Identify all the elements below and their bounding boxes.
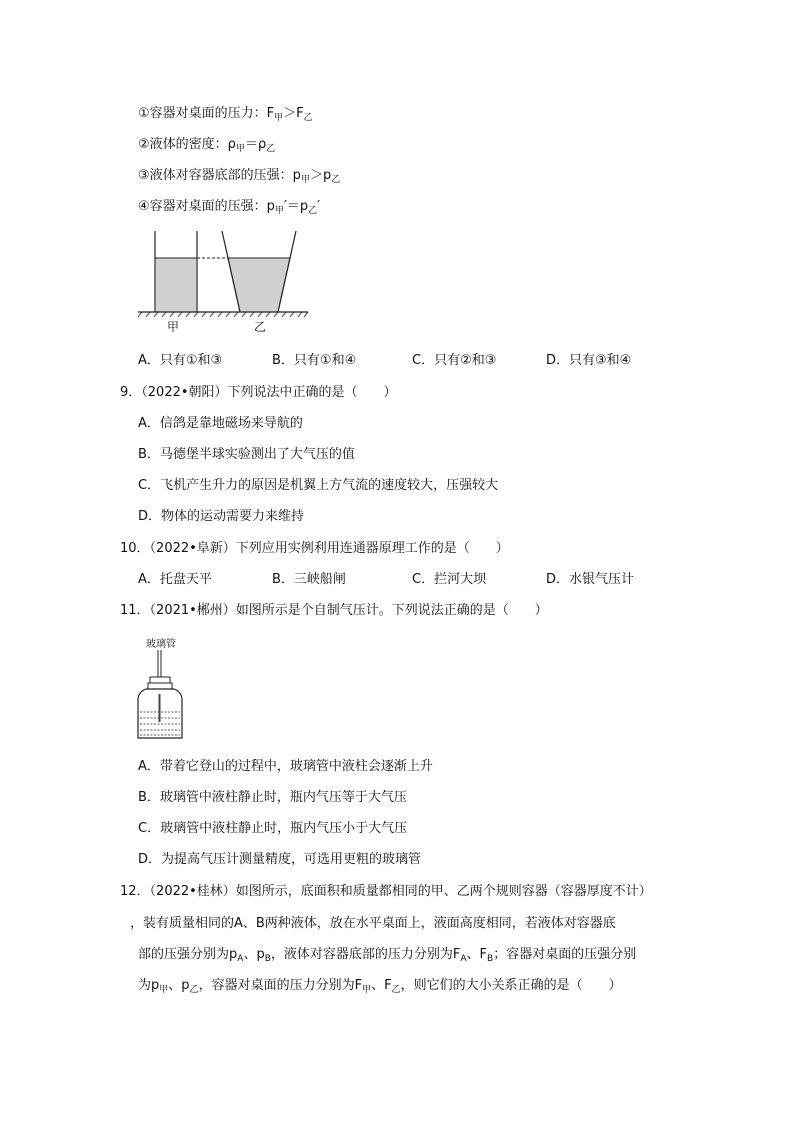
q10-option-b: B．三峡船闸 — [272, 572, 346, 587]
bottle-stopper — [150, 677, 170, 683]
q10-stem: 10．（2022•阜新）下列应用实例利用连通器原理工作的是（ ） — [120, 541, 509, 556]
q9-option-a: A．信鸽是靠地磁场来导航的 — [138, 416, 303, 431]
q12-line-3: 部的压强分别为$p_A$、$p_B$，液体对容器底部的压力分别为$F_A$、$F_B$；容器对桌面的压强分别 — [138, 947, 637, 964]
bottle-neck — [148, 683, 172, 689]
container-yi-liquid — [228, 258, 290, 312]
prev-option-d: D．只有③和④ — [546, 353, 632, 368]
prev-option-a: A．只有①和③ — [138, 353, 223, 368]
glass-tube-label: 玻璃管 — [146, 639, 176, 650]
q9-option-b: B．马德堡半球实验测出了大气压的值 — [138, 447, 355, 462]
barometer-figure — [136, 634, 196, 744]
prev-option-c: C．只有②和③ — [412, 353, 497, 368]
q10-option-a: A．托盘天平 — [138, 572, 212, 587]
q11-option-b: B．玻璃管中液柱静止时，瓶内气压等于大气压 — [138, 790, 407, 805]
containers-figure — [130, 226, 320, 338]
statement-1: ①容器对桌面的压力：$F_甲>F_乙$ — [138, 106, 313, 123]
q11-option-a: A．带着它登山的过程中，玻璃管中液柱会逐渐上升 — [138, 759, 433, 774]
q9-option-c: C．飞机产生升力的原因是机翼上方气流的速度较大，压强较大 — [138, 478, 499, 493]
q11-stem: 11．（2021•郴州）如图所示是个自制气压计。下列说法正确的是（ ） — [120, 603, 548, 618]
q12-line-2: ，装有质量相同的A、B两种液体，放在水平桌面上，液面高度相同，若液体对容器底 — [130, 916, 616, 931]
prev-option-b: B．只有①和④ — [272, 353, 357, 368]
container-jia-liquid — [156, 258, 196, 312]
q12-line-4: 为$p_甲$、$p_乙$，容器对桌面的压力分别为$F_甲$、$F_乙$，则它们的大小关系正确的是（ ） — [138, 978, 622, 995]
statement-3: ③液体对容器底部的压强：$p_甲>p_乙$ — [138, 168, 341, 185]
q9-option-d: D．物体的运动需要力来维持 — [138, 509, 305, 524]
q12-line-1: 12．（2022•桂林）如图所示，底面积和质量都相同的甲、乙两个规则容器（容器厚度不计） — [120, 884, 652, 899]
label-yi: 乙 — [254, 320, 267, 334]
statement-4: ④容器对桌面的压强：$p_甲'=p_乙'$ — [138, 199, 321, 216]
table-hatching — [138, 312, 308, 317]
q10-option-d: D．水银气压计 — [546, 572, 635, 587]
q10-option-c: C．拦河大坝 — [412, 572, 487, 587]
q11-option-d: D．为提高气压计测量精度，可选用更粗的玻璃管 — [138, 852, 422, 867]
statement-2: ②液体的密度：$\rho_甲=\rho_乙$ — [138, 137, 276, 154]
q11-option-c: C．玻璃管中液柱静止时，瓶内气压小于大气压 — [138, 821, 408, 836]
q9-stem: 9．（2022•朝阳）下列说法中正确的是（ ） — [120, 385, 397, 400]
label-jia: 甲 — [167, 320, 180, 334]
